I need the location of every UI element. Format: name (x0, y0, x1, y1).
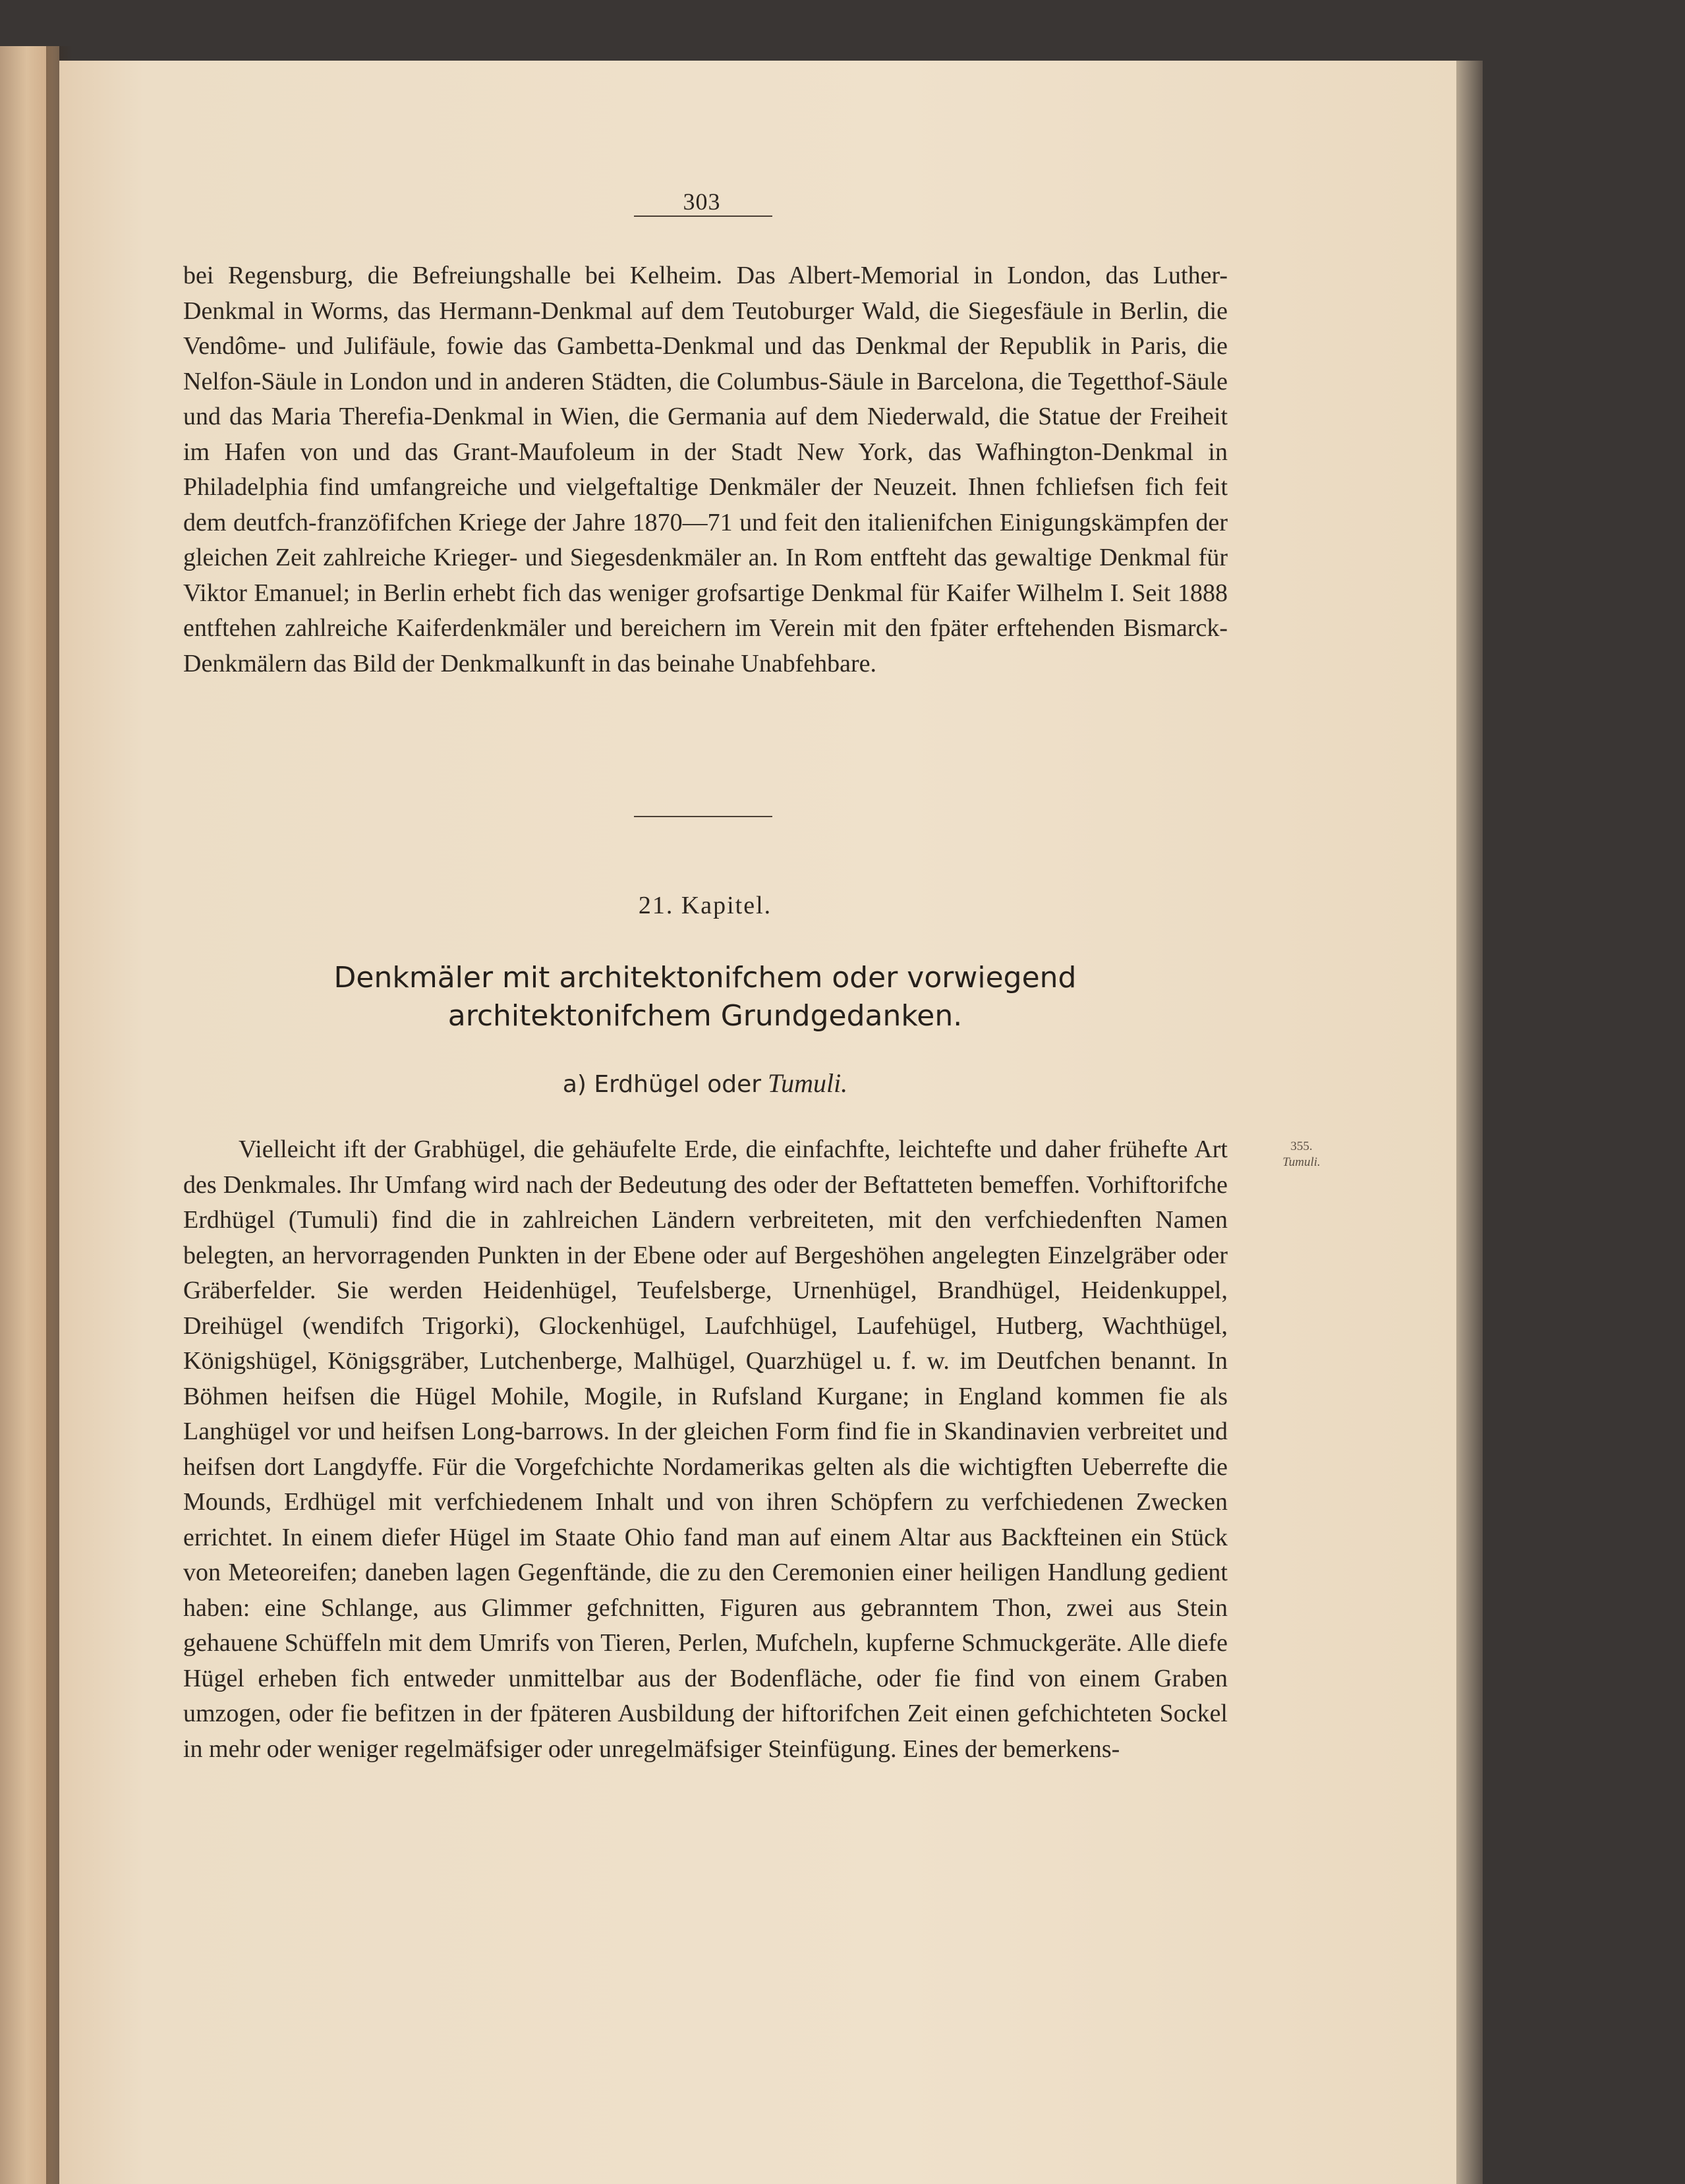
top-paragraph (183, 258, 1228, 681)
section-separator (634, 816, 772, 817)
marginal-label: Tumuli. (1282, 1155, 1321, 1169)
subsection-heading (461, 1068, 949, 1099)
section-heading (198, 959, 1213, 1035)
marginal-number: 355. (1290, 1139, 1313, 1153)
right-page-edge (1456, 61, 1483, 2184)
main-paragraph (183, 1132, 1228, 1767)
header-rule (634, 216, 772, 217)
heading-line-2: architektonifchem Grundgedanken. (447, 999, 963, 1033)
subheading-prefix: a) Erdhügel oder (562, 1071, 762, 1098)
marginal-note (1252, 1139, 1351, 1170)
page-number: 303 (683, 188, 721, 215)
heading-line-1: Denkmäler mit architektonifchem oder vorwiegend (333, 961, 1077, 994)
top-paragraph-text: bei Regensburg, die Befreiungshalle bei Kelheim. Das Albert-Memorial in London, das Luther-Denkmal in Worms, das Hermann-Denkmal auf dem Teutoburger Wald, die Siegesfäule in Berlin, die Vendôme- und Julifäule, fowie das Gambetta-Denkmal und das Denkmal der Republik in Paris, die Nelfon-Säule in London und in anderen Städten, die Columbus-Säule in Barcelona, die Tegetthof-Säule und das Maria Therefia-Denkmal in Wien, die Germania auf dem Niederwald, die Statue der Freiheit im Hafen von und das Grant-Maufoleum in der Stadt New York, das Wafhington-Denkmal in Philadelphia find umfangreiche und vielgeftaltige Denkmäler der Neuzeit. Ihnen fchliefsen fich feit dem deutfch-franzöfifchen Kriege der Jahre 1870—71 und feit den italienifchen Einigungskämpfen der gleichen Zeit zahlreiche Krieger- und Siegesdenkmäler an. In Rom entfteht das gewaltige Denkmal für Viktor Emanuel; in Berlin erhebt fich das weniger grofsartige Denkmal für Kaifer Wilhelm I. Seit 1888 entftehen zahlreiche Kaiferdenkmäler und bereichern im Verein mit den fpäter erftehenden Bismarck-Denkmälern das Bild der Denkmalkunft in das beinahe Unabfehbare. (183, 262, 1228, 677)
chapter-title: 21. Kapitel. (638, 892, 772, 919)
subheading-italic: Tumuli. (768, 1068, 848, 1098)
main-paragraph-text: Vielleicht ift der Grabhügel, die gehäufelte Erde, die einfachfte, leichtefte und daher frühefte Art des Denkmales. Ihr Umfang wird nach der Bedeutung des oder der Beftatteten bemeffen. Vorhiftorifche Erdhügel (Tumuli) find die in zahlreichen Ländern verbreiteten, mit den verfchiedenften Namen belegten, an hervorragenden Punkten in der Ebene oder auf Bergeshöhen angelegten Einzelgräber oder Gräberfelder. Sie werden Heidenhügel, Teufelsberge, Urnenhügel, Brandhügel, Heidenkuppel, Dreihügel (wendifch Trigorki), Glockenhügel, Laufchhügel, Laufehügel, Hutberg, Wachthügel, Königshügel, Königsgräber, Lutchenberge, Malhügel, Quarzhügel u. f. w. im Deutfchen benannt. In Böhmen heifsen die Hügel Mohile, Mogile, in Rufsland Kurgane; in England kommen fie als Langhügel vor und heifsen Long-barrows. In der gleichen Form find fie in Skandinavien verbreitet und heifsen dort Langdyffe. Für die Vorgefchichte Nordamerikas gelten als die wichtigften Ueberrefte die Mounds, Erdhügel mit verfchiedenem Inhalt und von ihren Schöpfern zu verfchiedenen Zwecken errichtet. In einem diefer Hügel im Staate Ohio fand man auf einem Altar aus Backfteinen ein Stück von Meteoreifen; daneben lagen Gegenftände, die zu den Ceremonien einer heiligen Handlung gedient haben: eine Schlange, aus Glimmer gefchnitten, Figuren aus gebranntem Thon, zwei aus Stein gehauene Schüffeln mit dem Umrifs von Tieren, Perlen, Mufcheln, kupferne Schmuckgeräte. Alle diefe Hügel erheben fich entweder unmittelbar aus der Bodenfläche, oder fie find von einem Graben umzogen, oder fie befitzen in der fpäteren Ausbildung der hiftorifchen Zeit einen gefchichteten Sockel in mehr oder weniger regelmäfsiger oder unregelmäfsiger Steinfügung. Eines der bemerkens- (183, 1135, 1228, 1763)
